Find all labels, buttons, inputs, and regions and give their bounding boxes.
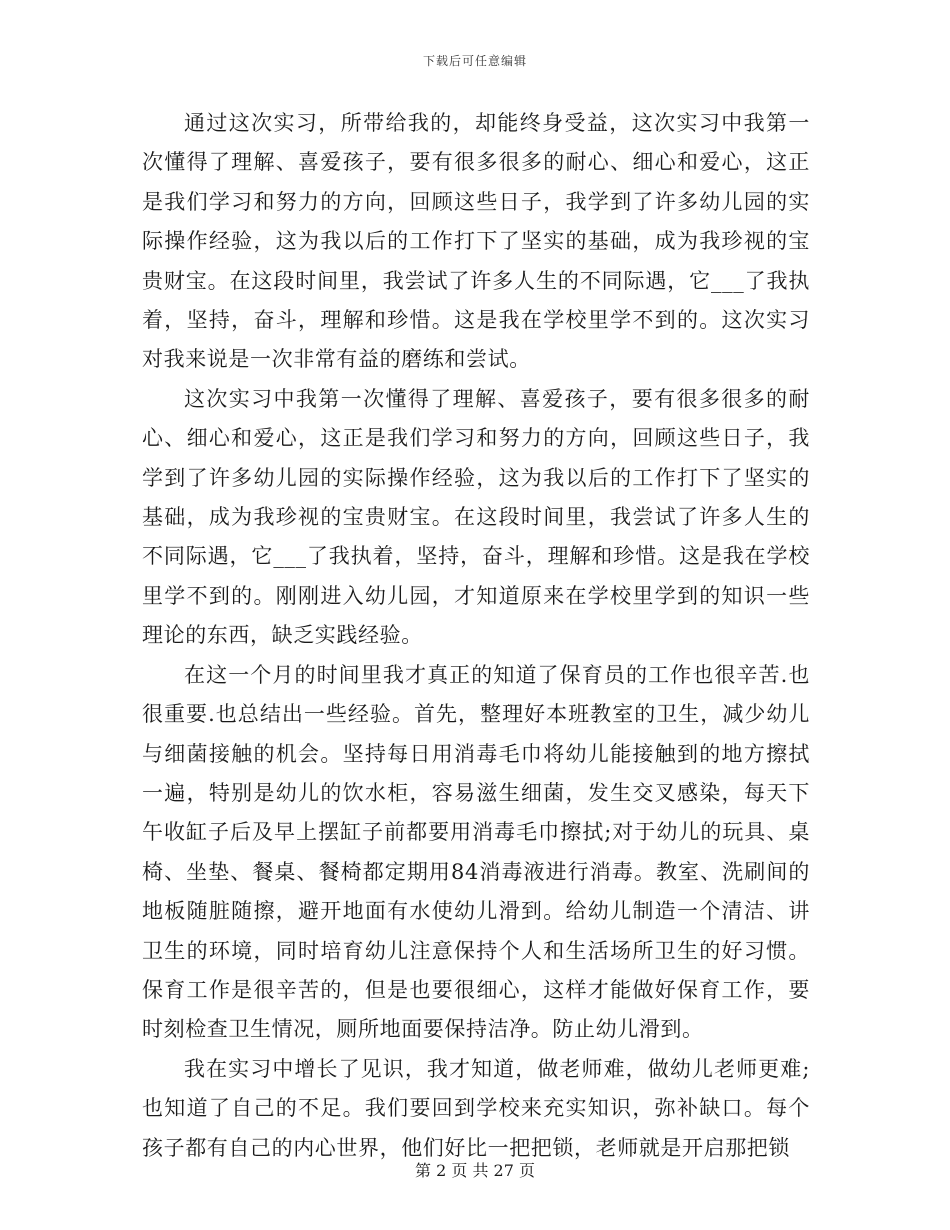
paragraph: 通过这次实习，所带给我的，却能终身受益，这次实习中我第一次懂得了理解、喜爱孩子，要有很多很多的耐心、细心和爱心，这正是我们学习和努力的方向，回顾这些日子，我学到了许多幼儿园的实际操作经验，这为我以后的工作打下了坚实的基础，成为我珍视的宝贵财宝。在这段时间里，我尝试了许多人生的不同际遇，它___了我执着，坚持，奋斗，理解和珍惜。这是我在学校里学不到的。这次实习对我来说是一次非常有益的磨练和尝试。 [142, 111, 810, 372]
paragraph: 这次实习中我第一次懂得了理解、喜爱孩子，要有很多很多的耐心、细心和爱心，这正是我们学习和努力的方向，回顾这些日子，我学到了许多幼儿园的实际操作经验，这为我以后的工作打下了坚实的基础，成为我珍视的宝贵财宝。在这段时间里，我尝试了许多人生的不同际遇，它___了我执着，坚持，奋斗，理解和珍惜。这是我在学校里学不到的。刚刚进入幼儿园，才知道原来在学校里学到的知识一些理论的东西，缺乏实践经验。 [142, 386, 810, 648]
page-number-footer: 第 2 页 共 27 页 [415, 1161, 535, 1180]
document-body [142, 104, 810, 1168]
page-header-note: 下载后可任意编辑 [422, 54, 527, 68]
paragraph: 在这一个月的时间里我才真正的知道了保育员的工作也很辛苦.也很重要.也总结出一些经验。首先，整理好本班教室的卫生，减少幼儿与细菌接触的机会。坚持每日用消毒毛巾将幼儿能接触到的地方擦拭一遍，特别是幼儿的饮水柜，容易滋生细菌，发生交叉感染，每天下午收缸子后及早上摆缸子前都要用消毒毛巾擦拭;对于幼儿的玩具、桌椅、坐垫、餐桌、餐椅都定期用84消毒液进行消毒。教室、洗刷间的地板随脏随擦，避开地面有水使幼儿滑到。给幼儿制造一个清洁、讲卫生的环境，同时培育幼儿注意保持个人和生活场所卫生的好习惯。保育工作是很辛苦的，但是也要很细心，这样才能做好保育工作，要时刻检查卫生情况，厕所地面要保持洁净。防止幼儿滑到。 [142, 662, 810, 1042]
paragraph: 我在实习中增长了见识，我才知道，做老师难，做幼儿老师更难;也知道了自己的不足。我们要回到学校来充实知识，弥补缺口。每个孩子都有自己的内心世界，他们好比一把把锁，老师就是开启那把锁 [142, 1056, 810, 1160]
